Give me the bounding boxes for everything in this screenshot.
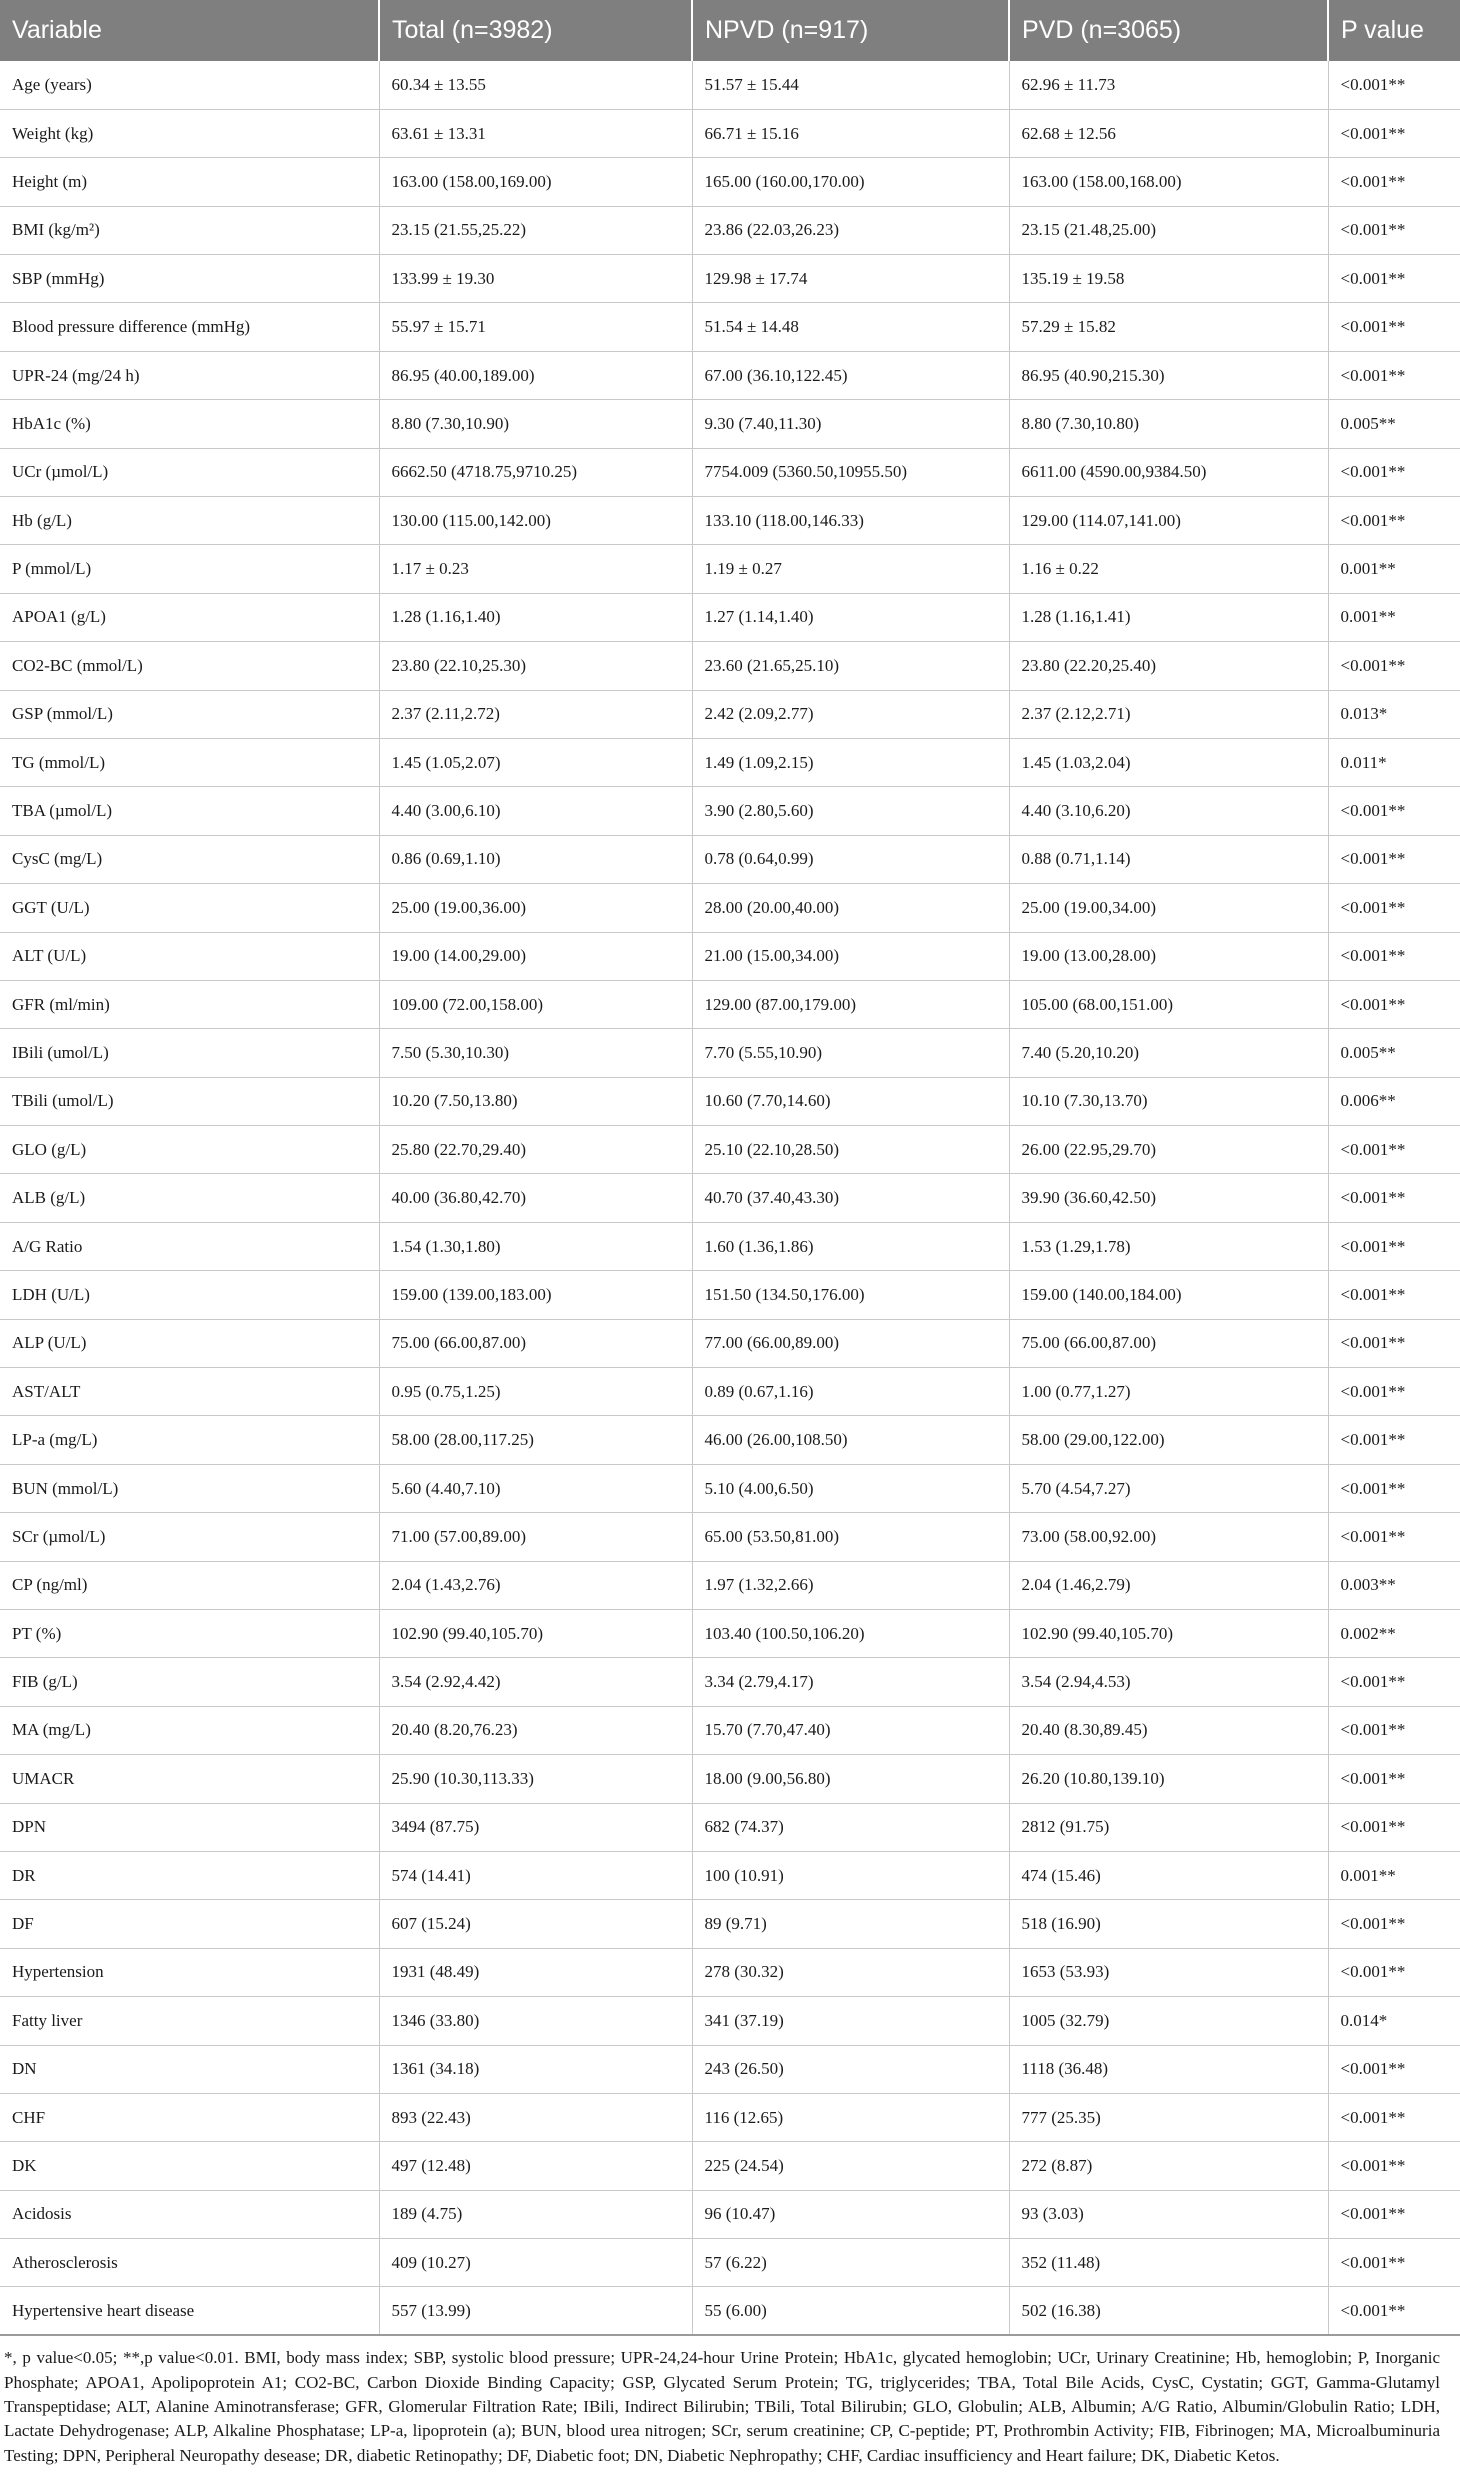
npvd-cell: 89 (9.71) [692,1900,1009,1948]
p-value-cell: <0.001** [1328,932,1460,980]
total-cell: 23.15 (21.55,25.22) [379,206,692,254]
variable-cell: MA (mg/L) [0,1706,379,1754]
total-cell: 159.00 (139.00,183.00) [379,1271,692,1319]
total-cell: 25.90 (10.30,113.33) [379,1755,692,1803]
pvd-cell: 93 (3.03) [1009,2190,1328,2238]
npvd-cell: 67.00 (36.10,122.45) [692,351,1009,399]
table-row [0,1851,1460,1899]
variable-cell: UCr (µmol/L) [0,448,379,496]
total-cell: 2.37 (2.11,2.72) [379,690,692,738]
total-cell: 189 (4.75) [379,2190,692,2238]
npvd-cell: 278 (30.32) [692,1948,1009,1996]
p-value-cell: <0.001** [1328,2239,1460,2287]
npvd-cell: 116 (12.65) [692,2093,1009,2141]
table-row [0,255,1460,303]
total-cell: 23.80 (22.10,25.30) [379,642,692,690]
variable-cell: ALT (U/L) [0,932,379,980]
header-pvd: PVD (n=3065) [1009,0,1328,61]
table-row [0,1610,1460,1658]
total-cell: 0.95 (0.75,1.25) [379,1368,692,1416]
pvd-cell: 1005 (32.79) [1009,1997,1328,2045]
pvd-cell: 5.70 (4.54,7.27) [1009,1464,1328,1512]
p-value-cell: <0.001** [1328,884,1460,932]
total-cell: 86.95 (40.00,189.00) [379,351,692,399]
p-value-cell: <0.001** [1328,158,1460,206]
total-cell: 607 (15.24) [379,1900,692,1948]
variable-cell: Blood pressure difference (mmHg) [0,303,379,351]
table-row [0,835,1460,883]
table-row [0,1077,1460,1125]
pvd-cell: 518 (16.90) [1009,1900,1328,1948]
pvd-cell: 2812 (91.75) [1009,1803,1328,1851]
table-row [0,1706,1460,1754]
variable-cell: DR [0,1851,379,1899]
npvd-cell: 133.10 (118.00,146.33) [692,497,1009,545]
total-cell: 1346 (33.80) [379,1997,692,2045]
variable-cell: DN [0,2045,379,2093]
total-cell: 1.17 ± 0.23 [379,545,692,593]
pvd-cell: 4.40 (3.10,6.20) [1009,787,1328,835]
total-cell: 19.00 (14.00,29.00) [379,932,692,980]
variable-cell: Age (years) [0,61,379,109]
npvd-cell: 21.00 (15.00,34.00) [692,932,1009,980]
npvd-cell: 0.89 (0.67,1.16) [692,1368,1009,1416]
table-row [0,109,1460,157]
npvd-cell: 55 (6.00) [692,2287,1009,2335]
variable-cell: LP-a (mg/L) [0,1416,379,1464]
table-row [0,1803,1460,1851]
variable-cell: CP (ng/ml) [0,1561,379,1609]
pvd-cell: 6611.00 (4590.00,9384.50) [1009,448,1328,496]
npvd-cell: 96 (10.47) [692,2190,1009,2238]
npvd-cell: 1.49 (1.09,2.15) [692,738,1009,786]
pvd-cell: 159.00 (140.00,184.00) [1009,1271,1328,1319]
variable-cell: Hypertension [0,1948,379,1996]
p-value-cell: <0.001** [1328,109,1460,157]
table-row [0,884,1460,932]
npvd-cell: 1.27 (1.14,1.40) [692,593,1009,641]
table-row [0,1464,1460,1512]
table-row [0,497,1460,545]
variable-cell: Fatty liver [0,1997,379,2045]
table-row [0,158,1460,206]
header-total: Total (n=3982) [379,0,692,61]
header-variable: Variable [0,0,379,61]
p-value-cell: <0.001** [1328,835,1460,883]
pvd-cell: 75.00 (66.00,87.00) [1009,1319,1328,1367]
pvd-cell: 57.29 ± 15.82 [1009,303,1328,351]
pvd-cell: 3.54 (2.94,4.53) [1009,1658,1328,1706]
p-value-cell: <0.001** [1328,1706,1460,1754]
pvd-cell: 163.00 (158.00,168.00) [1009,158,1328,206]
p-value-cell: 0.013* [1328,690,1460,738]
pvd-cell: 352 (11.48) [1009,2239,1328,2287]
table-row [0,642,1460,690]
npvd-cell: 100 (10.91) [692,1851,1009,1899]
p-value-cell: <0.001** [1328,497,1460,545]
pvd-cell: 23.80 (22.20,25.40) [1009,642,1328,690]
p-value-cell: <0.001** [1328,1755,1460,1803]
variable-cell: BUN (mmol/L) [0,1464,379,1512]
variable-cell: TBA (µmol/L) [0,787,379,835]
p-value-cell: <0.001** [1328,1368,1460,1416]
table-row [0,61,1460,109]
variable-cell: IBili (umol/L) [0,1029,379,1077]
pvd-cell: 1118 (36.48) [1009,2045,1328,2093]
npvd-cell: 682 (74.37) [692,1803,1009,1851]
p-value-cell: <0.001** [1328,787,1460,835]
table-row [0,1222,1460,1270]
total-cell: 75.00 (66.00,87.00) [379,1319,692,1367]
table-row [0,738,1460,786]
variable-cell: FIB (g/L) [0,1658,379,1706]
total-cell: 1.45 (1.05,2.07) [379,738,692,786]
variable-cell: BMI (kg/m²) [0,206,379,254]
p-value-cell: <0.001** [1328,448,1460,496]
total-cell: 130.00 (115.00,142.00) [379,497,692,545]
header-npvd: NPVD (n=917) [692,0,1009,61]
p-value-cell: <0.001** [1328,255,1460,303]
pvd-cell: 58.00 (29.00,122.00) [1009,1416,1328,1464]
pvd-cell: 86.95 (40.90,215.30) [1009,351,1328,399]
total-cell: 3.54 (2.92,4.42) [379,1658,692,1706]
npvd-cell: 1.97 (1.32,2.66) [692,1561,1009,1609]
total-cell: 55.97 ± 15.71 [379,303,692,351]
total-cell: 893 (22.43) [379,2093,692,2141]
npvd-cell: 15.70 (7.70,47.40) [692,1706,1009,1754]
table-row [0,303,1460,351]
table-row [0,787,1460,835]
variable-cell: SCr (µmol/L) [0,1513,379,1561]
p-value-cell: 0.006** [1328,1077,1460,1125]
table-row [0,932,1460,980]
total-cell: 25.00 (19.00,36.00) [379,884,692,932]
variable-cell: TBili (umol/L) [0,1077,379,1125]
pvd-cell: 19.00 (13.00,28.00) [1009,932,1328,980]
total-cell: 574 (14.41) [379,1851,692,1899]
variable-cell: UPR-24 (mg/24 h) [0,351,379,399]
table-row [0,448,1460,496]
variable-cell: HbA1c (%) [0,400,379,448]
pvd-cell: 25.00 (19.00,34.00) [1009,884,1328,932]
table-row [0,593,1460,641]
total-cell: 58.00 (28.00,117.25) [379,1416,692,1464]
npvd-cell: 0.78 (0.64,0.99) [692,835,1009,883]
pvd-cell: 1.28 (1.16,1.41) [1009,593,1328,641]
p-value-cell: <0.001** [1328,351,1460,399]
p-value-cell: 0.005** [1328,1029,1460,1077]
table-row [0,1368,1460,1416]
p-value-cell: <0.001** [1328,1222,1460,1270]
table-row [0,400,1460,448]
variable-cell: CysC (mg/L) [0,835,379,883]
npvd-cell: 3.34 (2.79,4.17) [692,1658,1009,1706]
variable-cell: SBP (mmHg) [0,255,379,303]
pvd-cell: 2.37 (2.12,2.71) [1009,690,1328,738]
total-cell: 5.60 (4.40,7.10) [379,1464,692,1512]
pvd-cell: 1.45 (1.03,2.04) [1009,738,1328,786]
p-value-cell: <0.001** [1328,1319,1460,1367]
pvd-cell: 102.90 (99.40,105.70) [1009,1610,1328,1658]
npvd-cell: 46.00 (26.00,108.50) [692,1416,1009,1464]
pvd-cell: 1.16 ± 0.22 [1009,545,1328,593]
table-row [0,2239,1460,2287]
variable-cell: ALP (U/L) [0,1319,379,1367]
p-value-cell: <0.001** [1328,1271,1460,1319]
total-cell: 1.54 (1.30,1.80) [379,1222,692,1270]
pvd-cell: 23.15 (21.48,25.00) [1009,206,1328,254]
p-value-cell: <0.001** [1328,1126,1460,1174]
npvd-cell: 28.00 (20.00,40.00) [692,884,1009,932]
p-value-cell: <0.001** [1328,2190,1460,2238]
p-value-cell: <0.001** [1328,1464,1460,1512]
p-value-cell: <0.001** [1328,1948,1460,1996]
pvd-cell: 39.90 (36.60,42.50) [1009,1174,1328,1222]
p-value-cell: <0.001** [1328,2142,1460,2190]
table-row [0,1416,1460,1464]
total-cell: 25.80 (22.70,29.40) [379,1126,692,1174]
total-cell: 409 (10.27) [379,2239,692,2287]
variable-cell: ALB (g/L) [0,1174,379,1222]
total-cell: 102.90 (99.40,105.70) [379,1610,692,1658]
npvd-cell: 243 (26.50) [692,2045,1009,2093]
table-row [0,1561,1460,1609]
p-value-cell: <0.001** [1328,61,1460,109]
total-cell: 60.34 ± 13.55 [379,61,692,109]
p-value-cell: <0.001** [1328,1416,1460,1464]
pvd-cell: 2.04 (1.46,2.79) [1009,1561,1328,1609]
table-row [0,1174,1460,1222]
total-cell: 109.00 (72.00,158.00) [379,980,692,1028]
header-p-value: P value [1328,0,1460,61]
npvd-cell: 2.42 (2.09,2.77) [692,690,1009,738]
p-value-cell: <0.001** [1328,1803,1460,1851]
total-cell: 557 (13.99) [379,2287,692,2335]
variable-cell: A/G Ratio [0,1222,379,1270]
header-row [0,0,1460,61]
variable-cell: PT (%) [0,1610,379,1658]
total-cell: 20.40 (8.20,76.23) [379,1706,692,1754]
npvd-cell: 25.10 (22.10,28.50) [692,1126,1009,1174]
total-cell: 1931 (48.49) [379,1948,692,1996]
variable-cell: Weight (kg) [0,109,379,157]
pvd-cell: 62.68 ± 12.56 [1009,109,1328,157]
npvd-cell: 9.30 (7.40,11.30) [692,400,1009,448]
npvd-cell: 18.00 (9.00,56.80) [692,1755,1009,1803]
npvd-cell: 66.71 ± 15.16 [692,109,1009,157]
npvd-cell: 1.60 (1.36,1.86) [692,1222,1009,1270]
table-row [0,1997,1460,2045]
variable-cell: CO2-BC (mmol/L) [0,642,379,690]
variable-cell: Hypertensive heart disease [0,2287,379,2335]
variable-cell: Acidosis [0,2190,379,2238]
pvd-cell: 777 (25.35) [1009,2093,1328,2141]
p-value-cell: <0.001** [1328,1900,1460,1948]
pvd-cell: 135.19 ± 19.58 [1009,255,1328,303]
total-cell: 2.04 (1.43,2.76) [379,1561,692,1609]
p-value-cell: <0.001** [1328,2093,1460,2141]
table-row [0,1271,1460,1319]
p-value-cell: 0.001** [1328,545,1460,593]
npvd-cell: 77.00 (66.00,89.00) [692,1319,1009,1367]
pvd-cell: 0.88 (0.71,1.14) [1009,835,1328,883]
table-row [0,690,1460,738]
variable-cell: APOA1 (g/L) [0,593,379,641]
npvd-cell: 3.90 (2.80,5.60) [692,787,1009,835]
p-value-cell: <0.001** [1328,1513,1460,1561]
table-row [0,2190,1460,2238]
variable-cell: GFR (ml/min) [0,980,379,1028]
pvd-cell: 7.40 (5.20,10.20) [1009,1029,1328,1077]
p-value-cell: <0.001** [1328,2287,1460,2335]
table-row [0,1513,1460,1561]
table-row [0,1658,1460,1706]
variable-cell: DPN [0,1803,379,1851]
table-header [0,0,1460,61]
variable-cell: GSP (mmol/L) [0,690,379,738]
total-cell: 8.80 (7.30,10.90) [379,400,692,448]
table-row [0,351,1460,399]
variable-cell: LDH (U/L) [0,1271,379,1319]
pvd-cell: 474 (15.46) [1009,1851,1328,1899]
table-row [0,2142,1460,2190]
total-cell: 133.99 ± 19.30 [379,255,692,303]
total-cell: 71.00 (57.00,89.00) [379,1513,692,1561]
variable-cell: Atherosclerosis [0,2239,379,2287]
table-row [0,545,1460,593]
p-value-cell: <0.001** [1328,642,1460,690]
npvd-cell: 51.57 ± 15.44 [692,61,1009,109]
npvd-cell: 7.70 (5.55,10.90) [692,1029,1009,1077]
table-row [0,206,1460,254]
p-value-cell: <0.001** [1328,1658,1460,1706]
npvd-cell: 129.98 ± 17.74 [692,255,1009,303]
table-row [0,1900,1460,1948]
pvd-cell: 1653 (53.93) [1009,1948,1328,1996]
npvd-cell: 57 (6.22) [692,2239,1009,2287]
p-value-cell: 0.002** [1328,1610,1460,1658]
npvd-cell: 65.00 (53.50,81.00) [692,1513,1009,1561]
p-value-cell: 0.001** [1328,593,1460,641]
p-value-cell: <0.001** [1328,1174,1460,1222]
table-row [0,1126,1460,1174]
total-cell: 6662.50 (4718.75,9710.25) [379,448,692,496]
p-value-cell: <0.001** [1328,980,1460,1028]
npvd-cell: 129.00 (87.00,179.00) [692,980,1009,1028]
npvd-cell: 165.00 (160.00,170.00) [692,158,1009,206]
pvd-cell: 502 (16.38) [1009,2287,1328,2335]
variable-cell: GGT (U/L) [0,884,379,932]
table-row [0,1948,1460,1996]
total-cell: 3494 (87.75) [379,1803,692,1851]
total-cell: 1361 (34.18) [379,2045,692,2093]
p-value-cell: <0.001** [1328,206,1460,254]
table-row [0,1029,1460,1077]
pvd-cell: 62.96 ± 11.73 [1009,61,1328,109]
table-row [0,2045,1460,2093]
p-value-cell: 0.003** [1328,1561,1460,1609]
npvd-cell: 1.19 ± 0.27 [692,545,1009,593]
table-footnote: *, p value<0.05; **,p value<0.01. BMI, body mass index; SBP, systolic blood pressure; UPR-24,24-hour Urine Protein; HbA1c, glycated hemoglobin; UCr, Urinary Creatinine; Hb, hemoglobin; P, Inorganic Phosphate; APOA1, Apolipoprotein A1; CO2-BC, Carbon Dioxide Binding Capacity; GSP, Glycated Serum Protein; TG, triglycerides; TBA, Total Bile Acids, CysC, Cystatin; GGT, Gamma-Glutamyl Transpeptidase; ALT, Alanine Aminotransferase; GFR, Glomerular Filtration Rate; IBili, Indirect Bilirubin; TBili, Total Bilirubin; GLO, Globulin; ALB, Albumin; A/G Ratio, Albumin/Globulin Ratio; LDH, Lactate Dehydrogenase; ALP, Alkaline Phosphatase; LP-a, lipoprotein (a); BUN, blood urea nitrogen; SCr, serum creatinine; CP, C-peptide; PT, Prothrombin Activity; FIB, Fibrinogen; MA, Microalbuminuria Testing; DPN, Peripheral Neuropathy desease; DR, diabetic Retinopathy; DF, Diabetic foot; DN, Diabetic Nephropathy; CHF, Cardiac insufficiency and Heart failure; DK, Diabetic Ketos. [4,2348,1440,2465]
pvd-cell: 105.00 (68.00,151.00) [1009,980,1328,1028]
table-row [0,980,1460,1028]
total-cell: 10.20 (7.50,13.80) [379,1077,692,1125]
pvd-cell: 1.00 (0.77,1.27) [1009,1368,1328,1416]
pvd-cell: 26.00 (22.95,29.70) [1009,1126,1328,1174]
total-cell: 1.28 (1.16,1.40) [379,593,692,641]
pvd-cell: 8.80 (7.30,10.80) [1009,400,1328,448]
pvd-cell: 26.20 (10.80,139.10) [1009,1755,1328,1803]
pvd-cell: 1.53 (1.29,1.78) [1009,1222,1328,1270]
npvd-cell: 103.40 (100.50,106.20) [692,1610,1009,1658]
npvd-cell: 51.54 ± 14.48 [692,303,1009,351]
variable-cell: TG (mmol/L) [0,738,379,786]
npvd-cell: 23.60 (21.65,25.10) [692,642,1009,690]
table-row [0,1319,1460,1367]
variable-cell: GLO (g/L) [0,1126,379,1174]
npvd-cell: 225 (24.54) [692,2142,1009,2190]
variable-cell: DF [0,1900,379,1948]
npvd-cell: 7754.009 (5360.50,10955.50) [692,448,1009,496]
variable-cell: Height (m) [0,158,379,206]
npvd-cell: 5.10 (4.00,6.50) [692,1464,1009,1512]
npvd-cell: 341 (37.19) [692,1997,1009,2045]
variable-cell: Hb (g/L) [0,497,379,545]
total-cell: 163.00 (158.00,169.00) [379,158,692,206]
total-cell: 63.61 ± 13.31 [379,109,692,157]
pvd-cell: 10.10 (7.30,13.70) [1009,1077,1328,1125]
variable-cell: DK [0,2142,379,2190]
npvd-cell: 40.70 (37.40,43.30) [692,1174,1009,1222]
total-cell: 7.50 (5.30,10.30) [379,1029,692,1077]
pvd-cell: 129.00 (114.07,141.00) [1009,497,1328,545]
p-value-cell: 0.014* [1328,1997,1460,2045]
p-value-cell: 0.005** [1328,400,1460,448]
total-cell: 497 (12.48) [379,2142,692,2190]
variable-cell: P (mmol/L) [0,545,379,593]
variable-cell: AST/ALT [0,1368,379,1416]
table-row [0,2093,1460,2141]
total-cell: 4.40 (3.00,6.10) [379,787,692,835]
p-value-cell: 0.001** [1328,1851,1460,1899]
table-row [0,1755,1460,1803]
total-cell: 40.00 (36.80,42.70) [379,1174,692,1222]
pvd-cell: 272 (8.87) [1009,2142,1328,2190]
p-value-cell: <0.001** [1328,2045,1460,2093]
table-row [0,2287,1460,2335]
total-cell: 0.86 (0.69,1.10) [379,835,692,883]
npvd-cell: 151.50 (134.50,176.00) [692,1271,1009,1319]
p-value-cell: 0.011* [1328,738,1460,786]
npvd-cell: 23.86 (22.03,26.23) [692,206,1009,254]
table-body [0,61,1460,2335]
pvd-cell: 20.40 (8.30,89.45) [1009,1706,1328,1754]
p-value-cell: <0.001** [1328,303,1460,351]
npvd-cell: 10.60 (7.70,14.60) [692,1077,1009,1125]
variable-cell: CHF [0,2093,379,2141]
pvd-cell: 73.00 (58.00,92.00) [1009,1513,1328,1561]
variable-cell: UMACR [0,1755,379,1803]
